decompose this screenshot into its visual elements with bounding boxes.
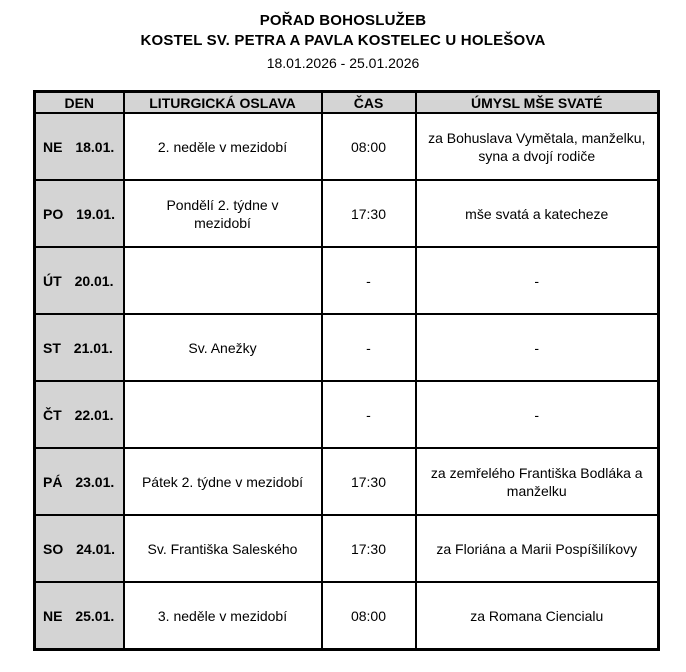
schedule-row <box>35 515 659 582</box>
mass-time-cell: - <box>322 247 416 314</box>
day-date: 24.01. <box>76 540 116 557</box>
day-date: 20.01. <box>74 272 114 289</box>
day-cell <box>35 515 124 582</box>
day-abbreviation: SO <box>43 540 64 557</box>
liturgical-celebration-cell: Pondělí 2. týdne v mezidobí <box>124 180 322 247</box>
mass-time-cell: 17:30 <box>322 448 416 515</box>
schedule-row <box>35 113 659 180</box>
liturgical-celebration-cell: Sv. Anežky <box>124 314 322 381</box>
church-name: KOSTEL SV. PETRA A PAVLA KOSTELEC U HOLEŠOVA <box>140 32 546 49</box>
day-abbreviation: NE <box>43 607 63 624</box>
mass-time-cell: 08:00 <box>322 113 416 180</box>
day-cell <box>35 381 124 448</box>
mass-intention-cell: mše svatá a katecheze <box>416 180 659 247</box>
day-abbreviation: ST <box>43 339 61 356</box>
mass-time-cell: 17:30 <box>322 515 416 582</box>
column-header-intention: ÚMYSL MŠE SVATÉ <box>416 92 659 114</box>
liturgical-celebration-cell <box>124 247 322 314</box>
mass-intention-cell: za zemřelého Františka Bodláka a manželku <box>416 448 659 515</box>
day-date: 25.01. <box>75 607 115 624</box>
liturgical-celebration-cell <box>124 381 322 448</box>
date-range: 18.01.2026 - 25.01.2026 <box>266 55 420 71</box>
schedule-row <box>35 247 659 314</box>
mass-intention-cell: za Floriána a Marii Pospíšilíkovy <box>416 515 659 582</box>
table-body <box>35 113 659 650</box>
mass-time-cell: - <box>322 381 416 448</box>
header-row <box>35 92 659 114</box>
schedule-row <box>35 314 659 381</box>
column-header-celebration: LITURGICKÁ OSLAVA <box>124 92 322 114</box>
day-abbreviation: NE <box>43 138 63 155</box>
mass-time-cell: 17:30 <box>322 180 416 247</box>
day-date: 18.01. <box>75 138 115 155</box>
day-cell <box>35 247 124 314</box>
mass-time-cell: - <box>322 314 416 381</box>
day-date: 19.01. <box>76 205 116 222</box>
liturgical-celebration-cell: Sv. Františka Saleského <box>124 515 322 582</box>
day-cell <box>35 180 124 247</box>
liturgical-celebration-cell: 3. neděle v mezidobí <box>124 582 322 650</box>
schedule-row <box>35 448 659 515</box>
schedule-table <box>33 90 660 651</box>
mass-time-cell: 08:00 <box>322 582 416 650</box>
liturgical-celebration-cell: 2. neděle v mezidobí <box>124 113 322 180</box>
day-date: 23.01. <box>75 473 115 490</box>
column-header-time: ČAS <box>322 92 416 114</box>
day-abbreviation: PÁ <box>43 473 63 490</box>
column-header-day: DEN <box>35 92 124 114</box>
day-date: 21.01. <box>73 339 113 356</box>
day-cell <box>35 314 124 381</box>
table-header <box>35 92 659 114</box>
mass-intention-cell: - <box>416 247 659 314</box>
page-title: POŘAD BOHOSLUŽEB <box>259 12 427 29</box>
day-cell <box>35 582 124 650</box>
day-abbreviation: ČT <box>43 406 62 423</box>
document-header <box>0 11 686 73</box>
day-abbreviation: PO <box>43 205 64 222</box>
day-cell <box>35 448 124 515</box>
schedule-row <box>35 180 659 247</box>
mass-intention-cell: - <box>416 381 659 448</box>
mass-intention-cell: za Romana Ciencialu <box>416 582 659 650</box>
schedule-row <box>35 381 659 448</box>
liturgical-celebration-cell: Pátek 2. týdne v mezidobí <box>124 448 322 515</box>
mass-intention-cell: - <box>416 314 659 381</box>
day-abbreviation: ÚT <box>43 272 62 289</box>
day-cell <box>35 113 124 180</box>
schedule-row <box>35 582 659 650</box>
mass-intention-cell: za Bohuslava Vymětala, manželku, syna a dvojí rodiče <box>416 113 659 180</box>
day-date: 22.01. <box>74 406 114 423</box>
